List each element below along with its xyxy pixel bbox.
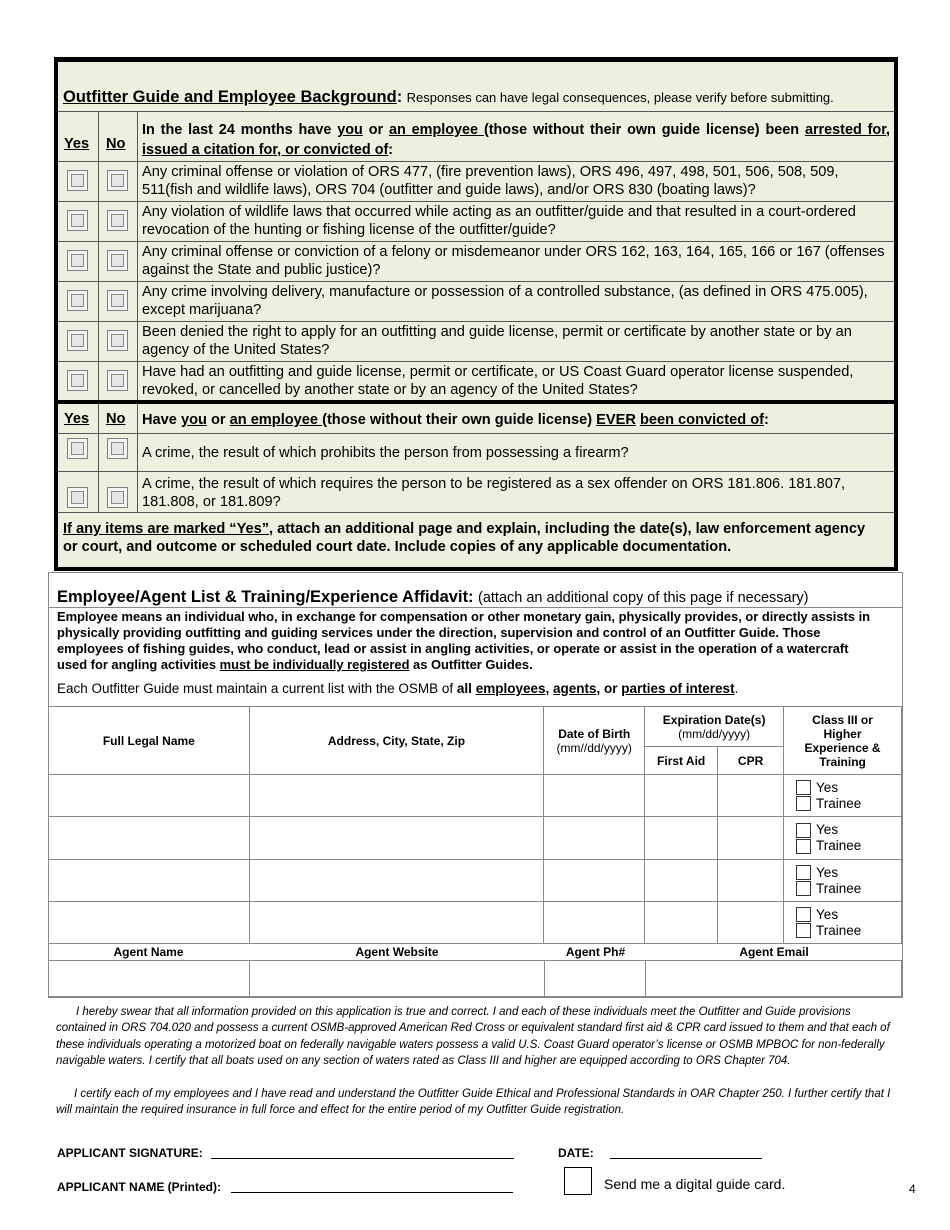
yes-checkbox[interactable] (67, 290, 88, 311)
question-text: Have had an outfitting and guide license, permit or certificate, or US Coast Guard operator license suspended, revoked, or cancelled by another state or by an agency of the United States? (142, 364, 854, 398)
col-class: Class III or Higher Experience & Training (784, 707, 902, 775)
col-full-name: Full Legal Name (49, 707, 250, 775)
digital-card-label: Send me a digital guide card. (604, 1176, 786, 1192)
address-cell[interactable] (249, 902, 544, 944)
employee-title-line (57, 588, 809, 607)
question-text: Any violation of wildlife laws that occurred while acting as an outfitter/guide and that resulted in a court-ordered revocation of the hunting or fishing license of the outfitter/guide? (142, 204, 856, 238)
dob-cell[interactable] (544, 860, 645, 902)
date-line[interactable] (610, 1158, 762, 1159)
first-aid-cell[interactable] (645, 860, 718, 902)
name-cell[interactable] (49, 817, 250, 860)
no-column-header: No (106, 411, 126, 427)
signature-label: APPLICANT SIGNATURE: (57, 1146, 203, 1160)
dob-cell[interactable] (544, 902, 645, 944)
yes-checkbox[interactable] (67, 370, 88, 391)
agent-phone-field[interactable] (545, 961, 646, 997)
dob-cell[interactable] (544, 817, 645, 860)
table-row (49, 902, 902, 944)
yes-checkbox[interactable] (67, 210, 88, 231)
signature-line[interactable] (211, 1158, 514, 1159)
name-cell[interactable] (49, 775, 250, 817)
yes-column-header: Yes (64, 411, 90, 427)
cpr-cell[interactable] (718, 860, 784, 902)
agent-email-label: Agent Email (739, 945, 809, 959)
question-row (58, 282, 894, 322)
first-aid-cell[interactable] (645, 775, 718, 817)
name-cell[interactable] (49, 860, 250, 902)
page-number: 4 (909, 1182, 916, 1196)
question-text: Any criminal offense or violation of ORS 477, (fire prevention laws), ORS 496, 497, 498, 501, 506, 508, 509, 511(fish and wildlife laws), ORS 704 (outfitter and guide laws), and/or ORS 830 (boating laws)? (142, 164, 839, 198)
yes-checkbox[interactable] (67, 438, 88, 459)
ever-intro: Have you or an employee (those without their own guide license) EVER been convicted of: (142, 412, 769, 428)
class-cell: Yes Trainee (784, 860, 902, 902)
employee-definition: Employee means an individual who, in exchange for compensation or other monetary gain, physically provides, or directly assists in physically providing outfitting and guiding services under the direction, supervision and control of an Outfitter Guide. Those employees of fishing guides, who conduct, lead or assist in angling activities, or operate or assist in the operation of a watercraft used for angling activities must be individually registered as Outfitter Guides. (57, 609, 871, 672)
agent-name-field[interactable] (49, 961, 250, 997)
employee-title-note: (attach an additional copy of this page if necessary) (478, 590, 809, 606)
class-cell: Yes Trainee (784, 817, 902, 860)
col-dob: Date of Birth (mm//dd/yyyy) (544, 707, 645, 775)
date-label: DATE: (558, 1146, 594, 1160)
background-section (54, 57, 898, 571)
yes-checkbox[interactable] (796, 907, 811, 922)
cpr-cell[interactable] (718, 902, 784, 944)
printed-name-label: APPLICANT NAME (Printed): (57, 1180, 221, 1194)
yes-checkbox[interactable] (67, 170, 88, 191)
no-checkbox[interactable] (107, 170, 128, 191)
agent-phone-label: Agent Ph# (565, 945, 626, 959)
yes-checkbox[interactable] (796, 780, 811, 795)
trainee-checkbox[interactable] (796, 796, 811, 811)
class-cell: Yes Trainee (784, 902, 902, 944)
employee-table (48, 706, 902, 944)
no-checkbox[interactable] (107, 370, 128, 391)
question-text: A crime, the result of which requires the person to be registered as a sex offender on ORS 181.806. 181.807, 181.808, or 181.809? (142, 476, 846, 510)
question-text: Any crime involving delivery, manufacture or possession of a controlled substance, (as defined in ORS 475.005), except marijuana? (142, 284, 868, 318)
printed-name-line[interactable] (231, 1192, 513, 1193)
address-cell[interactable] (249, 860, 544, 902)
agent-email-field[interactable] (646, 961, 902, 997)
no-column-header: No (106, 136, 126, 152)
cpr-cell[interactable] (718, 775, 784, 817)
col-expiration: Expiration Date(s) (mm/dd/yyyy) (645, 707, 784, 747)
agent-name-label: Agent Name (113, 945, 184, 959)
background-note: If any items are marked “Yes”, attach an additional page and explain, including the date(s), law enforcement agency or court, and outcome or scheduled court date. Include copies of any applicable documentation. (63, 521, 866, 555)
agent-table (48, 960, 902, 997)
background-subtitle: Responses can have legal consequences, please verify before submitting. (406, 90, 834, 105)
yes-checkbox[interactable] (67, 487, 88, 508)
question-row (58, 322, 894, 362)
no-checkbox[interactable] (107, 250, 128, 271)
yes-column-header: Yes (64, 136, 90, 152)
no-checkbox[interactable] (107, 330, 128, 351)
col-cpr: CPR (718, 747, 784, 775)
yes-checkbox[interactable] (67, 330, 88, 351)
question-row (58, 202, 894, 242)
question-row (58, 242, 894, 282)
question-row (58, 362, 894, 404)
table-row (49, 817, 902, 860)
ever-question-row (58, 434, 894, 472)
col-first-aid: First Aid (645, 747, 718, 775)
ever-header-row (58, 404, 894, 434)
background-header-row (58, 112, 894, 162)
name-cell[interactable] (49, 902, 250, 944)
employee-maintain-note: Each Outfitter Guide must maintain a current list with the OSMB of all employees, agents, or parties of interest. (57, 681, 739, 696)
question-text: A crime, the result of which prohibits the person from possessing a firearm? (142, 445, 629, 461)
yes-checkbox[interactable] (796, 865, 811, 880)
question-row (58, 162, 894, 202)
dob-cell[interactable] (544, 775, 645, 817)
question-text: Been denied the right to apply for an outfitting and guide license, permit or certificate by another state or by an agency of the United States? (142, 324, 852, 358)
trainee-checkbox[interactable] (796, 839, 811, 854)
no-checkbox[interactable] (107, 438, 128, 459)
cpr-cell[interactable] (718, 817, 784, 860)
no-checkbox[interactable] (107, 487, 128, 508)
question-text: Any criminal offense or conviction of a felony or misdemeanor under ORS 162, 163, 164, 165, 166 or 167 (offenses against the State and public justice)? (142, 244, 885, 278)
first-aid-cell[interactable] (645, 902, 718, 944)
table-row (49, 775, 902, 817)
col-address: Address, City, State, Zip (249, 707, 544, 775)
no-checkbox[interactable] (107, 210, 128, 231)
table-row (49, 860, 902, 902)
background-intro: In the last 24 months have you or an employee (those without their own guide license) been arrested for, issued a citation for, or convicted of: (142, 122, 891, 158)
class-cell: Yes Trainee (784, 775, 902, 817)
affidavit-paragraph-1: I hereby swear that all information provided on this application is true and correct. I and each of these individuals meet the Outfitter and Guide provisions contained in ORS 704.020 and possess a current OSMB-approved American Red Cross or equivalent standard first aid & CPR card issued to them and that each of these individuals operating a motorized boat on federally navigable waters possess a valid U.S. Coast Guard operator’s license or OSMB MPBOC for non-federally navigable waters. I certify that all boats used on any section of waters rated as Class III and higher are equipped according to ORS Chapter 704. (56, 1006, 890, 1067)
ever-question-row (58, 472, 894, 513)
employee-title: Employee/Agent List & Training/Experience Affidavit: (57, 588, 474, 606)
trainee-checkbox[interactable] (796, 923, 811, 938)
digital-card-checkbox[interactable] (564, 1167, 592, 1195)
first-aid-cell[interactable] (645, 817, 718, 860)
agent-website-field[interactable] (249, 961, 545, 997)
no-checkbox[interactable] (107, 290, 128, 311)
affidavit-paragraph-2: I certify each of my employees and I have read and understand the Outfitter Guide Ethical and Professional Standards in OAR Chapter 250. I further certify that I will maintain the required insurance in full force and effect for the entire period of my Outfitter Guide registration. (56, 1088, 891, 1117)
address-cell[interactable] (249, 817, 544, 860)
address-cell[interactable] (249, 775, 544, 817)
yes-checkbox[interactable] (67, 250, 88, 271)
yes-checkbox[interactable] (796, 823, 811, 838)
background-title: Outfitter Guide and Employee Background (63, 88, 397, 106)
trainee-checkbox[interactable] (796, 881, 811, 896)
background-title-row: Outfitter Guide and Employee Background: Responses can have legal consequences, please verify before submitting. (58, 62, 894, 112)
agent-website-label: Agent Website (355, 945, 439, 959)
